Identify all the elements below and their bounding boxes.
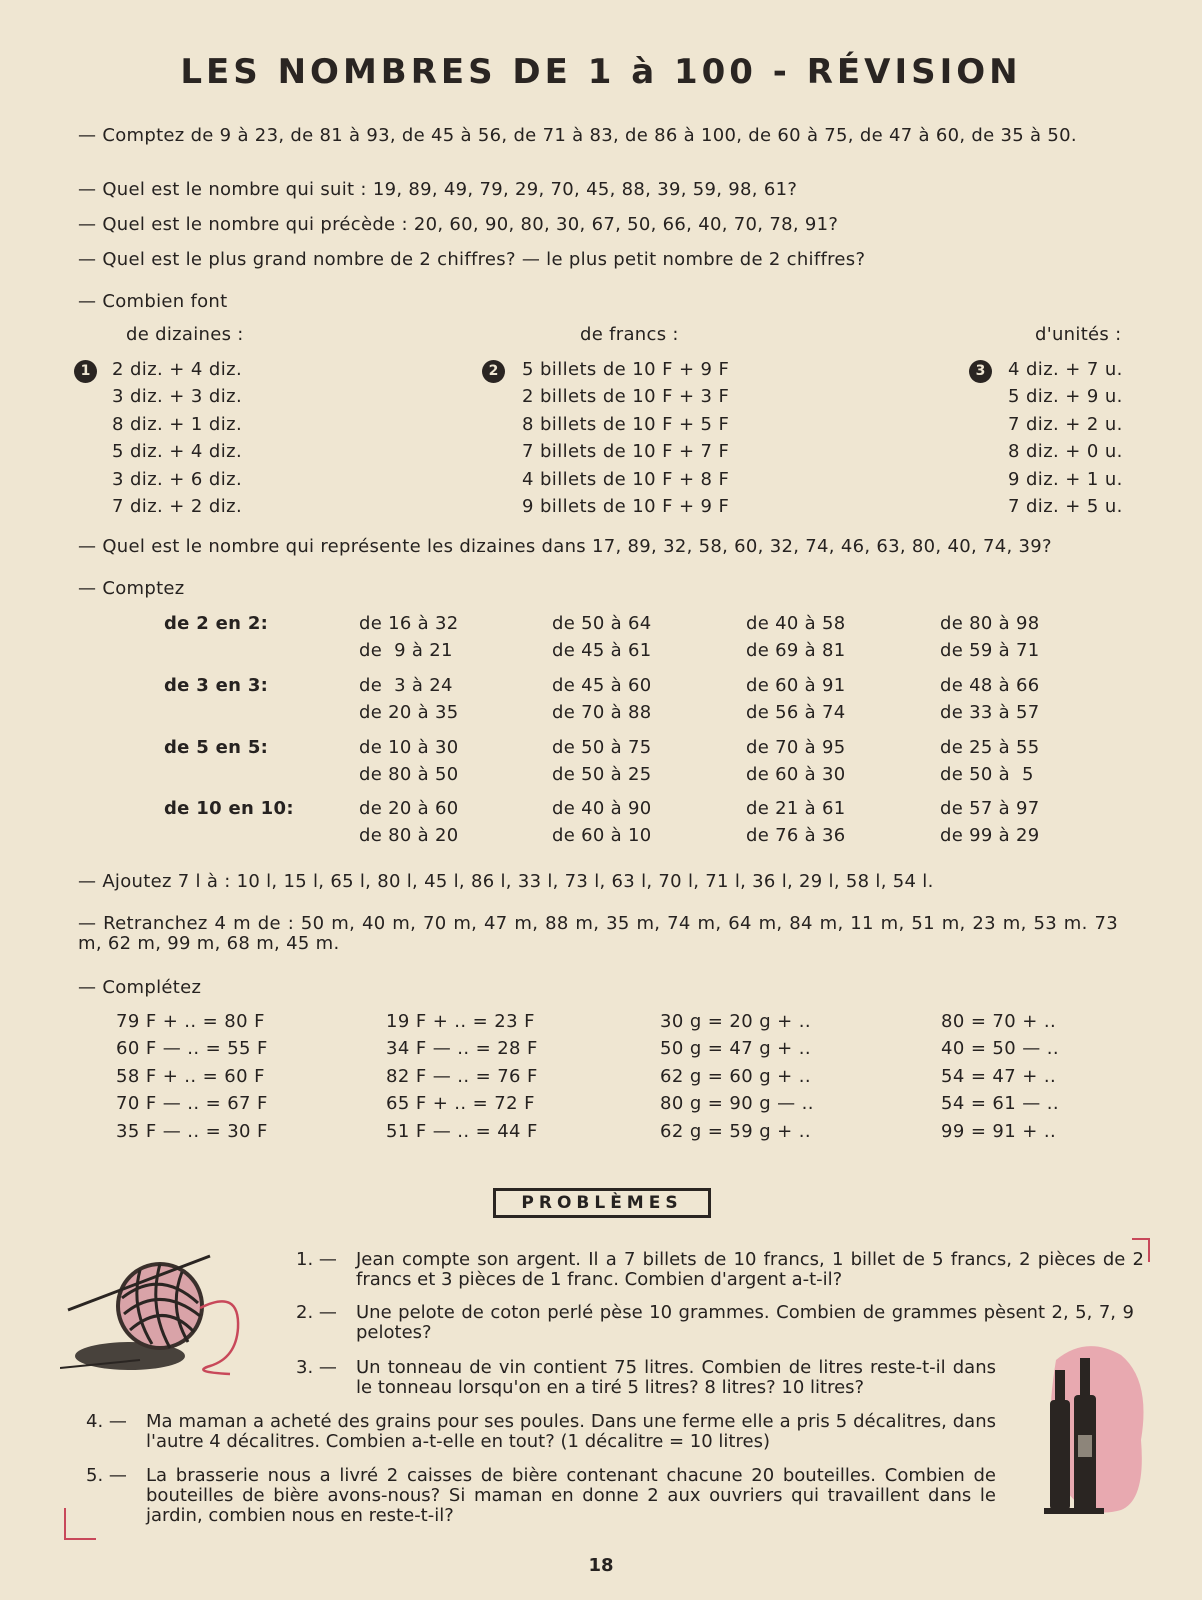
comptez-step-label: de 3 en 3:	[164, 675, 269, 696]
retranchez-line: — Retranchez 4 m de : 50 m, 40 m, 70 m, 47 m, 88 m, 35 m, 74 m, 64 m, 84 m, 11 m, 51 m, 23 m, 53 m. 73 m, 62 m, 99 m, 68 m, 45 m.	[78, 913, 1118, 954]
header-dizaines: de dizaines :	[126, 324, 244, 345]
comptez-range: de 70 à 88	[552, 702, 652, 723]
comptez-range: de 21 à 61	[746, 798, 846, 819]
crop-mark-top-right	[1132, 1238, 1150, 1262]
comptez-range: de 45 à 60	[552, 675, 652, 696]
completez-item: 80 = 70 + ..	[941, 1011, 1057, 1032]
combien-item: 8 diz. + 0 u.	[1008, 441, 1123, 463]
probleme-number: 2. —	[296, 1302, 337, 1323]
probleme-number: 3. —	[296, 1357, 337, 1378]
completez-item: 50 g = 47 g + ..	[660, 1038, 811, 1060]
completez-item: 19 F + .. = 23 F	[386, 1011, 535, 1032]
comptez-range: de 3 à 24	[359, 675, 453, 696]
combien-item: 7 diz. + 5 u.	[1008, 496, 1123, 518]
comptez-range: de 60 à 30	[746, 764, 846, 785]
yarn-ball-icon	[60, 1248, 260, 1378]
combien-item: 7 billets de 10 F + 7 F	[522, 441, 730, 463]
wine-bottles-icon	[1026, 1340, 1156, 1520]
combien-item: 9 diz. + 1 u.	[1008, 468, 1123, 490]
combien-item: 7 diz. + 2 diz.	[112, 496, 243, 518]
question-nombre-precede: — Quel est le nombre qui précède : 20, 60, 90, 80, 30, 67, 50, 66, 40, 70, 78, 91?	[78, 214, 839, 235]
probleme-number: 5. —	[86, 1465, 127, 1486]
question-plus-grand-nombre: — Quel est le plus grand nombre de 2 chiffres? — le plus petit nombre de 2 chiffres?	[78, 249, 866, 270]
combien-item: 4 billets de 10 F + 8 F	[522, 468, 730, 490]
comptez-range: de 20 à 60	[359, 798, 459, 819]
combien-item: 3 diz. + 6 diz.	[112, 468, 243, 490]
completez-label: — Complétez	[78, 977, 202, 998]
comptez-range: de 57 à 97	[940, 798, 1040, 819]
completez-item: 62 g = 59 g + ..	[660, 1120, 811, 1142]
problemes-title: PROBLÈMES	[493, 1188, 711, 1218]
comptez-range: de 50 à 25	[552, 764, 652, 785]
combien-item: 2 diz. + 4 diz.	[112, 359, 243, 380]
combien-francs-list	[522, 356, 729, 520]
comptez-range: de 40 à 90	[552, 798, 652, 819]
completez-item: 70 F — .. = 67 F	[116, 1093, 268, 1115]
completez-item: 80 g = 90 g — ..	[660, 1093, 814, 1115]
probleme-text: Une pelote de coton perlé pèse 10 grammes. Combien de grammes pèsent 2, 5, 7, 9 pelotes?	[356, 1302, 1134, 1343]
comptez-range: de 50 à 5	[940, 764, 1034, 785]
combien-item: 5 diz. + 4 diz.	[112, 441, 243, 463]
probleme-text: La brasserie nous a livré 2 caisses de bière contenant chacune 20 bouteilles. Combien de bouteilles de bière avons-nous? Si maman en donne 2 aux ouvriers qui travaillent dans le jardin, combien nous en reste-t-il?	[146, 1465, 996, 1526]
probleme-text: Un tonneau de vin contient 75 litres. Combien de litres reste-t-il dans le tonneau lorsqu'on en a tiré 5 litres? 8 litres? 10 litres?	[356, 1357, 996, 1398]
comptez-range: de 16 à 32	[359, 613, 459, 634]
combien-item: 5 diz. + 9 u.	[1008, 386, 1123, 408]
completez-item: 35 F — .. = 30 F	[116, 1120, 268, 1142]
comptez-range: de 50 à 64	[552, 613, 652, 634]
comptez-range: de 10 à 30	[359, 737, 459, 758]
comptez-range: de 59 à 71	[940, 640, 1040, 661]
completez-item: 54 = 47 + ..	[941, 1065, 1057, 1087]
completez-item: 99 = 91 + ..	[941, 1120, 1057, 1142]
combien-item: 5 billets de 10 F + 9 F	[522, 359, 730, 380]
comptez-range: de 25 à 55	[940, 737, 1040, 758]
question-comptez-intervals: — Comptez de 9 à 23, de 81 à 93, de 45 à 56, de 71 à 83, de 86 à 100, de 60 à 75, de 47 à 60, de 35 à 50.	[78, 125, 1077, 146]
comptez-range: de 60 à 10	[552, 825, 652, 846]
comptez-range: de 60 à 91	[746, 675, 846, 696]
comptez-range: de 70 à 95	[746, 737, 846, 758]
completez-col-3	[660, 1008, 814, 1145]
completez-col-1	[116, 1008, 268, 1145]
comptez-step-label: de 5 en 5:	[164, 737, 269, 758]
completez-item: 82 F — .. = 76 F	[386, 1065, 538, 1087]
completez-item: 34 F — .. = 28 F	[386, 1038, 538, 1060]
completez-item: 79 F + .. = 80 F	[116, 1011, 265, 1032]
completez-item: 62 g = 60 g + ..	[660, 1065, 811, 1087]
comptez-range: de 33 à 57	[940, 702, 1040, 723]
completez-item: 60 F — .. = 55 F	[116, 1038, 268, 1060]
combien-unites-list	[1008, 356, 1123, 520]
combien-dizaines-list	[112, 356, 242, 520]
header-unites: d'unités :	[1035, 324, 1122, 345]
question-dizaines: — Quel est le nombre qui représente les dizaines dans 17, 89, 32, 58, 60, 32, 74, 46, 63, 80, 40, 74, 39?	[78, 536, 1052, 557]
crop-mark-bottom-left	[64, 1508, 96, 1540]
badge-2: 2	[482, 360, 505, 383]
comptez-range: de 50 à 75	[552, 737, 652, 758]
comptez-range: de 40 à 58	[746, 613, 846, 634]
badge-3: 3	[969, 360, 992, 383]
comptez-range: de 80 à 98	[940, 613, 1040, 634]
probleme-number: 1. —	[296, 1249, 337, 1270]
combien-item: 2 billets de 10 F + 3 F	[522, 386, 730, 408]
comptez-range: de 48 à 66	[940, 675, 1040, 696]
badge-1: 1	[74, 360, 97, 383]
comptez-range: de 99 à 29	[940, 825, 1040, 846]
comptez-range: de 76 à 36	[746, 825, 846, 846]
comptez-step-label: de 2 en 2:	[164, 613, 269, 634]
completez-item: 40 = 50 — ..	[941, 1038, 1060, 1060]
combien-item: 8 billets de 10 F + 5 F	[522, 413, 730, 435]
ajoutez-line: — Ajoutez 7 l à : 10 l, 15 l, 65 l, 80 l, 45 l, 86 l, 33 l, 73 l, 63 l, 70 l, 71 l, 36 l, 29 l, 58 l, 54 l.	[78, 871, 934, 892]
combien-item: 3 diz. + 3 diz.	[112, 386, 243, 408]
combien-item: 9 billets de 10 F + 9 F	[522, 496, 730, 518]
completez-item: 30 g = 20 g + ..	[660, 1011, 811, 1032]
comptez-range: de 9 à 21	[359, 640, 453, 661]
question-nombre-suit: — Quel est le nombre qui suit : 19, 89, 49, 79, 29, 70, 45, 88, 39, 59, 98, 61?	[78, 179, 798, 200]
question-combien-font: — Combien font	[78, 291, 228, 312]
page-title: LES NOMBRES DE 1 à 100 - RÉVISION	[180, 52, 1022, 92]
header-francs: de francs :	[580, 324, 679, 345]
completez-item: 51 F — .. = 44 F	[386, 1120, 538, 1142]
completez-item: 65 F + .. = 72 F	[386, 1093, 535, 1115]
comptez-label: — Comptez	[78, 578, 185, 599]
comptez-range: de 45 à 61	[552, 640, 652, 661]
completez-col-2	[386, 1008, 538, 1145]
comptez-range: de 69 à 81	[746, 640, 846, 661]
combien-item: 8 diz. + 1 diz.	[112, 413, 243, 435]
comptez-step-label: de 10 en 10:	[164, 798, 294, 819]
completez-col-4	[941, 1008, 1059, 1145]
completez-item: 54 = 61 — ..	[941, 1093, 1060, 1115]
comptez-range: de 56 à 74	[746, 702, 846, 723]
completez-item: 58 F + .. = 60 F	[116, 1065, 265, 1087]
comptez-range: de 80 à 50	[359, 764, 459, 785]
comptez-range: de 80 à 20	[359, 825, 459, 846]
probleme-text: Ma maman a acheté des grains pour ses poules. Dans une ferme elle a pris 5 décalitres, dans l'autre 4 décalitres. Combien a-t-elle en tout? (1 décalitre = 10 litres)	[146, 1411, 996, 1452]
combien-item: 4 diz. + 7 u.	[1008, 359, 1123, 380]
probleme-number: 4. —	[86, 1411, 127, 1432]
combien-item: 7 diz. + 2 u.	[1008, 413, 1123, 435]
page-number: 18	[588, 1555, 614, 1576]
comptez-range: de 20 à 35	[359, 702, 459, 723]
probleme-text: Jean compte son argent. Il a 7 billets de 10 francs, 1 billet de 5 francs, 2 pièces de 2 francs et 3 pièces de 1 franc. Combien d'argent a-t-il?	[356, 1249, 1144, 1290]
